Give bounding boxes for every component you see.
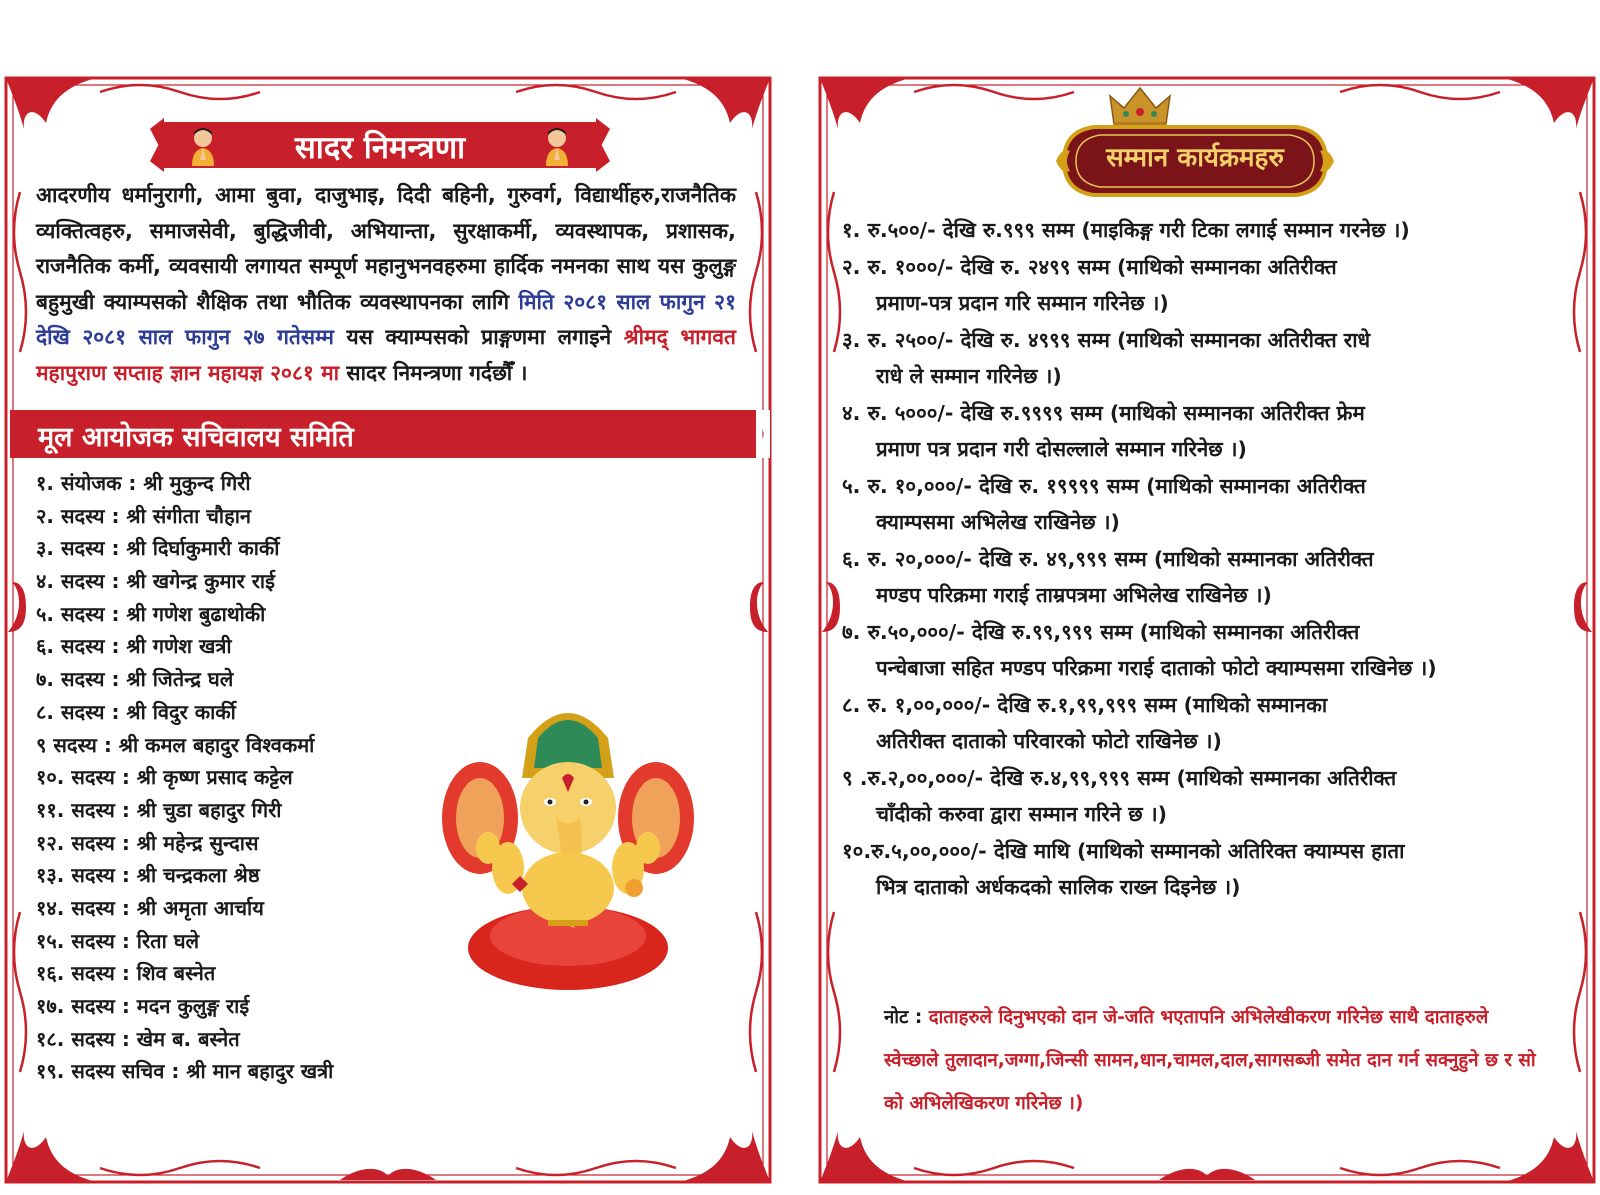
member-item: १९. सदस्य सचिव : श्री मान बहादुर खत्री — [36, 1059, 334, 1084]
invitation-text — [36, 178, 736, 391]
member-item: ६. सदस्य : श्री गणेश खत्री — [36, 634, 232, 659]
donation-note — [884, 996, 1544, 1125]
event-dates: मिति २०८१ साल फागुन २१ देखि २०८१ साल फागुन २७ गतेसम्म — [36, 289, 737, 349]
member-item: ९ सदस्य : श्री कमल बहादुर विश्वकर्मा — [36, 732, 315, 757]
program-item: ९ .रु.२,००,०००/- देखि रु.४,९९,९९९ सम्म (माथिको सम्मानका अतिरीक्त चाँदीको करुवा द्वारा सम्मान गरिने छ ।) — [842, 765, 1397, 826]
intro-text: सादर निमन्त्रणा गर्दछौँ । — [346, 360, 528, 385]
member-item: ५. सदस्य : श्री गणेश बुढाथोकी — [36, 601, 266, 626]
intro-text: आदरणीय धर्मानुरागी, आमा बुवा, दाजुभाइ, दिदी बहिनी, गुरुवर्ग, विद्यार्थीहरु,राजनैतिक व्यक्तित्वहरु, समाजसेवी, बुद्धिजीवी, अभियान्ता, सुरक्षाकर्मी, व्यवस्थापक, प्रशासक, राजनैतिक कर्मी, व्यवसायी लगायत सम्पूर्ण महानुभनवहरुमा हार्दिक नमनका साथ यस कुलुङ्ग बहुमुखी क्याम्पसको शैक्षिक तथा भौतिक व्यवस्थापनका लागि — [36, 183, 736, 314]
note-label: नोट : — [884, 1007, 923, 1028]
member-item: ११. सदस्य : श्री चुडा बहादुर गिरी — [36, 797, 282, 822]
invitation-title: सादर निमन्त्रणा — [294, 130, 466, 166]
program-item: १०.रु.५,००,०००/- देखि माथि (माथिको सम्मानको अतिरिक्त क्याम्पस हाता भित्र दाताको अर्धकदको सालिक राख्न दिइनेछ ।) — [842, 838, 1405, 899]
member-item: २. सदस्य : श्री संगीता चौहान — [36, 503, 251, 528]
program-item: ६. रु. २०,०००/- देखि रु. ४९,९९९ सम्म (माथिको सम्मानका अतिरीक्त मण्डप परिक्रमा गराई ताम्रपत्रमा अभिलेख राखिनेछ ।) — [842, 546, 1374, 607]
honor-program-list — [842, 212, 1558, 906]
program-item: ७. रु.५०,०००/- देखि रु.९९,९९९ सम्म (माथिको सम्मानका अतिरीक्त पन्चेबाजा सहित मण्डप परिक्रमा गराई दाताको फोटो क्याम्पसमा राखिनेछ ।) — [842, 619, 1437, 680]
committee-heading-bar — [10, 410, 756, 458]
member-item: ८. सदस्य : श्री विदुर कार्की — [36, 699, 236, 724]
member-item: १३. सदस्य : श्री चन्द्रकला श्रेष्ठ — [36, 863, 260, 888]
event-name: श्रीमद् भागवत महापुराण सप्ताह ज्ञान महायज्ञ २०८१ मा — [36, 325, 737, 385]
member-item: १४. सदस्य : श्री अमृता आर्चाय — [36, 895, 264, 920]
program-item: ५. रु. १०,०००/- देखि रु. १९९९९ सम्म (माथिको सम्मानका अतिरीक्त क्याम्पसमा अभिलेख राखिनेछ ।) — [842, 473, 1366, 534]
title-plaque — [1054, 122, 1336, 200]
member-item: १५. सदस्य : रिता घले — [36, 928, 200, 953]
committee-title: मूल आयोजक सचिवालय समिति — [38, 422, 354, 453]
member-item: १८. सदस्य : खेम ब. बस्नेत — [36, 1026, 240, 1051]
program-item: ४. रु. ५०००/- देखि रु.९९९९ सम्म (माथिको सम्मानका अतिरीक्त फ्रेम प्रमाण पत्र प्रदान गरी दोसल्लाले सम्मान गरिनेछ ।) — [842, 400, 1365, 461]
program-item: ८. रु. १,००,०००/- देखि रु.१,९९,९९९ सम्म (माथिको सम्मानका अतिरीक्त दाताको परिवारको फोटो राखिनेछ ।) — [842, 692, 1328, 753]
invitation-card — [0, 72, 776, 1188]
intro-text: यस क्याम्पसको प्राङ्गणमा लगाइने — [346, 325, 612, 349]
program-item: ३. रु. २५००/- देखि रु. ४९९९ सम्म (माथिको सम्मानका अतिरीक्त राधे राधे ले सम्मान गरिनेछ ।) — [842, 327, 1371, 388]
title-banner — [150, 118, 610, 172]
honor-program-card — [814, 72, 1600, 1188]
program-item: २. रु. १०००/- देखि रु. २४९९ सम्म (माथिको सम्मानका अतिरीक्त प्रमाण-पत्र प्रदान गरि सम्मान गरिनेछ ।) — [842, 254, 1337, 315]
member-item: ३. सदस्य : श्री दिर्घाकुमारी कार्की — [36, 536, 280, 561]
member-item: १७. सदस्य : मदन कुलुङ्ग राई — [36, 994, 250, 1018]
program-item: १. रु.५००/- देखि रु.९९९ सम्म (माइकिङ्ग गरी टिका लगाई सम्मान गरनेछ ।) — [842, 218, 1410, 242]
member-item: १६. सदस्य : शिव बस्नेत — [36, 961, 216, 986]
committee-member-list — [36, 467, 466, 1088]
honor-program-title: सम्मान कार्यक्रमहरु — [1106, 143, 1284, 173]
note-text: दाताहरुले दिनुभएको दान जे-जति भएतापनि अभिलेखीकरण गरिनेछ साथै दाताहरुले स्वेच्छाले तुलादान,जग्गा,जिन्सी सामन,धान,चामल,दाल,सागसब्जी समेत दान गर्न सक्नुहुने छ र सो को अभिलेखिकरण गरिनेछ ।) — [884, 1007, 1536, 1114]
member-item: ७. सदस्य : श्री जितेन्द्र घले — [36, 667, 234, 692]
member-item: १०. सदस्य : श्री कृष्ण प्रसाद कट्टेल — [36, 765, 293, 790]
namaste-icon — [540, 126, 574, 166]
member-item: १२. सदस्य : श्री महेन्द्र सुन्दास — [36, 830, 259, 855]
member-item: ४. सदस्य : श्री खगेन्द्र कुमार राई — [36, 569, 275, 594]
ganesha-illustration — [438, 698, 698, 998]
member-item: १. संयोजक : श्री मुकुन्द गिरी — [36, 471, 251, 495]
